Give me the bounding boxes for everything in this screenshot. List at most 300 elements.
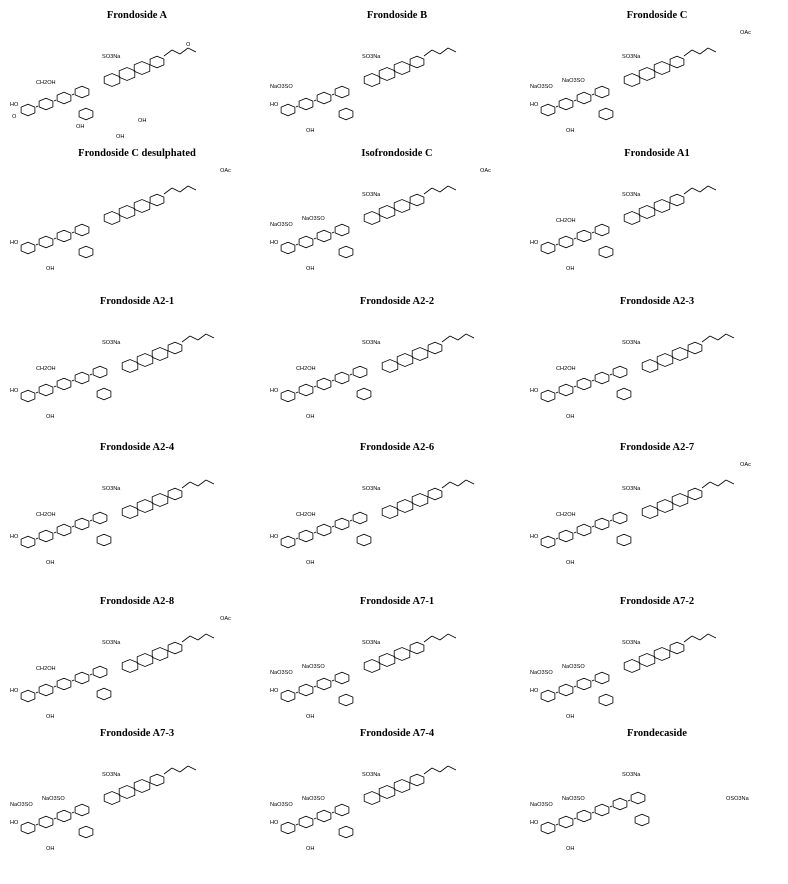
glycosidic-bond — [556, 106, 558, 107]
sulfate-label: SO3Na — [102, 54, 121, 60]
sulfate-label: SO3Na — [622, 772, 641, 778]
side-chain-bond — [188, 48, 196, 52]
sugar-ring — [21, 390, 35, 402]
glycosidic-bond — [592, 812, 594, 813]
side-chain-bond — [684, 636, 692, 642]
side-chain-bond — [448, 186, 456, 190]
hydroxymethyl-label: CH2OH — [556, 218, 576, 224]
aglycone-ring-d — [150, 774, 164, 786]
side-chain-bond — [710, 482, 718, 486]
side-chain-bond — [432, 636, 440, 640]
aglycone-ring-b — [657, 500, 673, 513]
sugar-ring — [595, 372, 609, 384]
side-chain-bond — [448, 634, 456, 638]
branch-sugar-ring — [79, 246, 93, 258]
hydroxyl-label: OH — [306, 560, 315, 566]
sugar-ring — [299, 384, 313, 396]
aglycone-ring-c — [394, 648, 410, 661]
side-chain-bond — [458, 480, 466, 486]
compound-cell — [6, 442, 268, 588]
side-chain-bond — [726, 334, 734, 338]
aglycone-ring-c — [134, 780, 150, 793]
sugar-ring — [281, 104, 295, 116]
glycosidic-bond — [332, 380, 334, 381]
side-chain-bond — [450, 336, 458, 340]
sulfate-label: NaO3SO — [562, 796, 585, 802]
branch-sugar-ring — [339, 694, 353, 706]
sugar-ring — [21, 822, 35, 834]
hydroxyl-label: HO — [270, 240, 279, 246]
side-chain-bond — [188, 186, 196, 190]
side-chain-bond — [188, 766, 196, 770]
aglycone-ring-b — [639, 206, 655, 219]
aglycone-ring-a — [364, 792, 380, 805]
hydroxyl-label: OH — [566, 560, 575, 566]
glycosidic-bond — [556, 392, 558, 393]
aglycone-ring-b — [639, 654, 655, 667]
hydroxyl-label: HO — [10, 534, 19, 540]
sugar-ring — [577, 92, 591, 104]
compound-cell — [6, 596, 268, 742]
sugar-ring — [335, 672, 349, 684]
sugar-ring — [335, 86, 349, 98]
glycosidic-bond — [36, 692, 38, 693]
glycosidic-bond — [314, 686, 316, 687]
sugar-ring — [335, 224, 349, 236]
sugar-ring — [57, 678, 71, 690]
hydroxyl-label: OH — [76, 124, 85, 130]
sugar-ring — [559, 684, 573, 696]
sugar-ring — [559, 98, 573, 110]
glycosidic-bond — [332, 526, 334, 527]
branch-sugar-ring — [79, 826, 93, 838]
side-chain-bond — [432, 50, 440, 54]
side-chain-bond — [432, 188, 440, 192]
sugar-ring — [317, 230, 331, 242]
compound-cell — [266, 596, 528, 742]
aglycone-ring-a — [364, 74, 380, 87]
sugar-ring — [559, 816, 573, 828]
side-chain-bond — [198, 334, 206, 340]
glycosidic-bond — [610, 520, 612, 521]
aglycone-ring-c — [394, 200, 410, 213]
hydroxymethyl-label: CH2OH — [296, 366, 316, 372]
sugar-ring — [631, 792, 645, 804]
compound-name: Frondoside A7-4 — [359, 728, 435, 739]
sugar-ring — [39, 384, 53, 396]
side-chain-bond — [458, 334, 466, 340]
sugar-ring — [93, 666, 107, 678]
sugar-ring — [39, 816, 53, 828]
sugar-ring — [299, 530, 313, 542]
side-chain-bond — [190, 336, 198, 340]
sulfate-label: NaO3SO — [530, 802, 553, 808]
aglycone-ring-d — [670, 56, 684, 68]
side-chain-bond — [440, 48, 448, 54]
glycosidic-bond — [36, 244, 38, 245]
structure-drawing — [6, 296, 268, 442]
compound-name: Frondoside A2-2 — [359, 296, 435, 307]
structure-drawing — [526, 10, 788, 156]
compound-name: Frondoside A2-8 — [99, 596, 175, 607]
glycosidic-bond — [592, 526, 594, 527]
sugar-ring — [75, 804, 89, 816]
glycosidic-bond — [610, 806, 612, 807]
compound-name: Frondecaside — [627, 728, 687, 739]
methoxy-label: O — [12, 114, 17, 120]
side-chain-bond — [424, 188, 432, 194]
hydroxyl-label: OH — [306, 714, 315, 720]
aglycone-ring-a — [642, 360, 658, 373]
side-chain-bond — [684, 50, 692, 56]
sugar-ring — [577, 678, 591, 690]
hydroxymethyl-label: CH2OH — [36, 666, 56, 672]
hydroxyl-label: HO — [10, 240, 19, 246]
hydroxyl-label: OH — [566, 846, 575, 852]
structure-drawing — [6, 728, 268, 874]
hydroxyl-label: HO — [10, 688, 19, 694]
hydroxyl-label: OH — [46, 560, 55, 566]
structure-drawing — [6, 10, 268, 156]
side-chain-bond — [172, 768, 180, 772]
sugar-ring — [613, 798, 627, 810]
aglycone-ring-d — [168, 488, 182, 500]
hydroxyl-label: OH — [46, 846, 55, 852]
glycosidic-bond — [54, 238, 56, 239]
compound-name: Frondoside A7-1 — [359, 596, 435, 607]
compound-name: Frondoside A2-3 — [619, 296, 695, 307]
compound-cell — [6, 148, 268, 294]
sulfate-label: SO3Na — [362, 340, 381, 346]
side-chain-bond — [718, 480, 726, 486]
glycosidic-bond — [574, 100, 576, 101]
glycosidic-bond — [332, 812, 334, 813]
side-chain-bond — [424, 636, 432, 642]
hydroxyl-label: HO — [10, 102, 19, 108]
acetyl-label: OAc — [480, 168, 491, 174]
aglycone-ring-d — [688, 342, 702, 354]
sugar-ring — [299, 98, 313, 110]
branch-sugar-ring — [599, 694, 613, 706]
hydroxyl-label: HO — [530, 820, 539, 826]
compound-cell — [266, 442, 528, 588]
aglycone-ring-a — [624, 212, 640, 225]
glycosidic-bond — [90, 520, 92, 521]
sugar-ring — [57, 378, 71, 390]
side-chain-bond — [440, 766, 448, 772]
aglycone-ring-c — [654, 200, 670, 213]
side-chain-bond — [692, 50, 700, 54]
glycosidic-bond — [54, 100, 56, 101]
sugar-ring — [541, 242, 555, 254]
aglycone-ring-b — [119, 206, 135, 219]
structure-drawing — [526, 596, 788, 742]
aglycone-ring-c — [134, 62, 150, 75]
aglycone-ring-d — [428, 488, 442, 500]
glycosidic-bond — [574, 532, 576, 533]
compound-name: Frondoside A2-1 — [99, 296, 175, 307]
hydroxyl-label: HO — [270, 820, 279, 826]
compound-cell — [526, 296, 788, 442]
sugar-ring — [595, 804, 609, 816]
sulfate-label: SO3Na — [362, 54, 381, 60]
side-chain-bond — [206, 480, 214, 484]
branch-sugar-ring — [339, 108, 353, 120]
sugar-ring — [57, 524, 71, 536]
glycosidic-bond — [332, 94, 334, 95]
hydroxyl-label: OH — [566, 414, 575, 420]
side-chain-bond — [180, 766, 188, 772]
aglycone-ring-c — [654, 62, 670, 75]
compound-cell — [6, 728, 268, 874]
hydroxyl-label: HO — [270, 388, 279, 394]
sugar-ring — [559, 236, 573, 248]
aglycone-ring-a — [122, 360, 138, 373]
compound-name: Isofrondoside C — [361, 148, 433, 159]
sugar-ring — [39, 684, 53, 696]
hydroxyl-label: HO — [530, 688, 539, 694]
structure-drawing — [266, 442, 528, 588]
sulfate-label: NaO3SO — [270, 84, 293, 90]
sugar-ring — [39, 236, 53, 248]
glycosidic-bond — [72, 680, 74, 681]
hydroxyl-label: OH — [566, 266, 575, 272]
glycosidic-bond — [36, 538, 38, 539]
hydroxyl-label: HO — [530, 388, 539, 394]
sugar-ring — [559, 530, 573, 542]
sulfate-label: NaO3SO — [302, 216, 325, 222]
sulfate-label: SO3Na — [622, 340, 641, 346]
sulfate-label: SO3Na — [102, 772, 121, 778]
sugar-ring — [75, 372, 89, 384]
sugar-ring — [577, 810, 591, 822]
sulfate-label: NaO3SO — [562, 664, 585, 670]
glycosidic-bond — [592, 232, 594, 233]
branch-sugar-ring — [97, 688, 111, 700]
side-chain-bond — [702, 482, 710, 488]
side-chain-bond — [182, 336, 190, 342]
sugar-ring — [577, 230, 591, 242]
sugar-ring — [595, 518, 609, 530]
hydroxyl-label: HO — [270, 688, 279, 694]
aglycone-ring-a — [364, 212, 380, 225]
aglycone-ring-c — [394, 62, 410, 75]
sulfate-label: NaO3SO — [10, 802, 33, 808]
sugar-ring — [57, 230, 71, 242]
sulfate-label: SO3Na — [622, 486, 641, 492]
compound-cell — [266, 10, 528, 156]
sulfate-label: NaO3SO — [562, 78, 585, 84]
glycosidic-bond — [314, 100, 316, 101]
aglycone-ring-c — [412, 348, 428, 361]
sulfate-label: SO3Na — [622, 640, 641, 646]
sulfate-label: NaO3SO — [530, 670, 553, 676]
aglycone-ring-b — [137, 354, 153, 367]
hydroxyl-label: HO — [10, 388, 19, 394]
aglycone-ring-a — [624, 74, 640, 87]
sugar-ring — [281, 242, 295, 254]
aglycone-ring-d — [410, 56, 424, 68]
glycosidic-bond — [556, 244, 558, 245]
branch-sugar-ring — [97, 388, 111, 400]
glycosidic-bond — [54, 532, 56, 533]
sugar-ring — [353, 366, 367, 378]
hydroxyl-label: HO — [10, 820, 19, 826]
sulfate-label: NaO3SO — [270, 222, 293, 228]
compound-cell — [526, 728, 788, 874]
sugar-ring — [595, 224, 609, 236]
glycosidic-bond — [296, 106, 298, 107]
glycosidic-bond — [54, 818, 56, 819]
sugar-ring — [613, 366, 627, 378]
structure-drawing — [266, 728, 528, 874]
branch-sugar-ring — [635, 814, 649, 826]
side-chain-bond — [692, 188, 700, 192]
aglycone-ring-b — [137, 500, 153, 513]
aglycone-ring-b — [639, 68, 655, 81]
glycosidic-bond — [314, 386, 316, 387]
aglycone-ring-d — [670, 194, 684, 206]
sugar-ring — [541, 390, 555, 402]
compound-name: Frondoside C desulphated — [78, 148, 196, 159]
compound-name: Frondoside A1 — [624, 148, 690, 159]
acetyl-label: OAc — [220, 168, 231, 174]
side-chain-bond — [164, 50, 172, 56]
side-chain-bond — [172, 50, 180, 54]
aglycone-ring-a — [642, 506, 658, 519]
aglycone-ring-a — [122, 660, 138, 673]
hydroxyl-label: OH — [306, 266, 315, 272]
hydroxyl-label: OH — [46, 714, 55, 720]
side-chain-bond — [180, 186, 188, 192]
aglycone-ring-a — [624, 660, 640, 673]
aglycone-ring-a — [364, 660, 380, 673]
sugar-ring — [613, 512, 627, 524]
sulfate-label: SO3Na — [362, 772, 381, 778]
hydroxymethyl-label: CH2OH — [36, 366, 56, 372]
compound-cell — [266, 148, 528, 294]
sugar-ring — [281, 390, 295, 402]
structure-drawing — [526, 148, 788, 294]
glycosidic-bond — [574, 238, 576, 239]
sulfate-label: SO3Na — [622, 54, 641, 60]
sugar-ring — [299, 684, 313, 696]
glycosidic-bond — [314, 532, 316, 533]
structure-drawing — [266, 296, 528, 442]
side-chain-bond — [198, 480, 206, 486]
structure-drawing — [6, 148, 268, 294]
side-chain-bond — [440, 634, 448, 640]
side-chain-bond — [710, 336, 718, 340]
hydroxyl-label: OH — [566, 714, 575, 720]
side-chain-bond — [164, 768, 172, 774]
sulfate-label: SO3Na — [102, 640, 121, 646]
sugar-ring — [353, 512, 367, 524]
compound-cell — [266, 728, 528, 874]
glycosidic-bond — [592, 94, 594, 95]
side-chain-bond — [172, 188, 180, 192]
glycosidic-bond — [54, 386, 56, 387]
sulfate-label: NaO3SO — [302, 664, 325, 670]
glycosidic-bond — [332, 232, 334, 233]
aglycone-ring-d — [168, 642, 182, 654]
aglycone-ring-a — [122, 506, 138, 519]
glycosidic-bond — [574, 818, 576, 819]
sugar-ring — [595, 86, 609, 98]
sugar-ring — [299, 816, 313, 828]
sugar-ring — [21, 536, 35, 548]
side-chain-bond — [684, 188, 692, 194]
glycosidic-bond — [72, 94, 74, 95]
hydroxyl-label: HO — [530, 534, 539, 540]
compound-name: Frondoside A2-6 — [359, 442, 435, 453]
glycosidic-bond — [556, 692, 558, 693]
sugar-ring — [335, 372, 349, 384]
sugar-ring — [75, 86, 89, 98]
sulfate-label: NaO3SO — [270, 670, 293, 676]
aglycone-ring-b — [397, 500, 413, 513]
sulfate-label: SO3Na — [362, 640, 381, 646]
sugar-ring — [93, 366, 107, 378]
compound-name: Frondoside C — [626, 10, 688, 21]
hydroxyl-label: OH — [566, 128, 575, 134]
hydroxyl-label: OH — [46, 414, 55, 420]
hydroxyl-label: OH — [116, 134, 125, 140]
aglycone-ring-c — [134, 200, 150, 213]
aglycone-ring-d — [150, 194, 164, 206]
glycosidic-bond — [314, 818, 316, 819]
compound-cell — [6, 296, 268, 442]
glycosidic-bond — [556, 824, 558, 825]
aglycone-ring-d — [410, 642, 424, 654]
aglycone-ring-a — [104, 212, 120, 225]
compound-name: Frondoside A7-3 — [99, 728, 175, 739]
branch-sugar-ring — [617, 534, 631, 546]
compound-cell — [526, 148, 788, 294]
side-chain-bond — [164, 188, 172, 194]
aglycone-ring-d — [150, 56, 164, 68]
side-chain-bond — [466, 480, 474, 484]
sugar-ring — [75, 672, 89, 684]
aglycone-ring-d — [410, 774, 424, 786]
branch-sugar-ring — [357, 388, 371, 400]
aglycone-ring-b — [379, 654, 395, 667]
glycosidic-bond — [332, 680, 334, 681]
sugar-ring — [317, 524, 331, 536]
aglycone-ring-c — [394, 780, 410, 793]
glycosidic-bond — [72, 232, 74, 233]
sulfate-label: SO3Na — [362, 192, 381, 198]
side-chain-bond — [442, 482, 450, 488]
sugar-ring — [39, 530, 53, 542]
side-chain-bond — [424, 768, 432, 774]
glycosidic-bond — [314, 238, 316, 239]
aglycone-ring-b — [379, 68, 395, 81]
sugar-ring — [317, 678, 331, 690]
side-chain-bond — [702, 336, 710, 342]
glycosidic-bond — [296, 392, 298, 393]
side-chain-bond — [700, 186, 708, 192]
sugar-ring — [21, 242, 35, 254]
acetyl-label: OAc — [220, 616, 231, 622]
sugar-ring — [541, 822, 555, 834]
sugar-ring — [21, 690, 35, 702]
glycosidic-bond — [36, 106, 38, 107]
aglycone-ring-c — [672, 494, 688, 507]
sulfate-label: SO3Na — [622, 192, 641, 198]
glycosidic-bond — [36, 824, 38, 825]
hydroxyl-label: HO — [530, 240, 539, 246]
